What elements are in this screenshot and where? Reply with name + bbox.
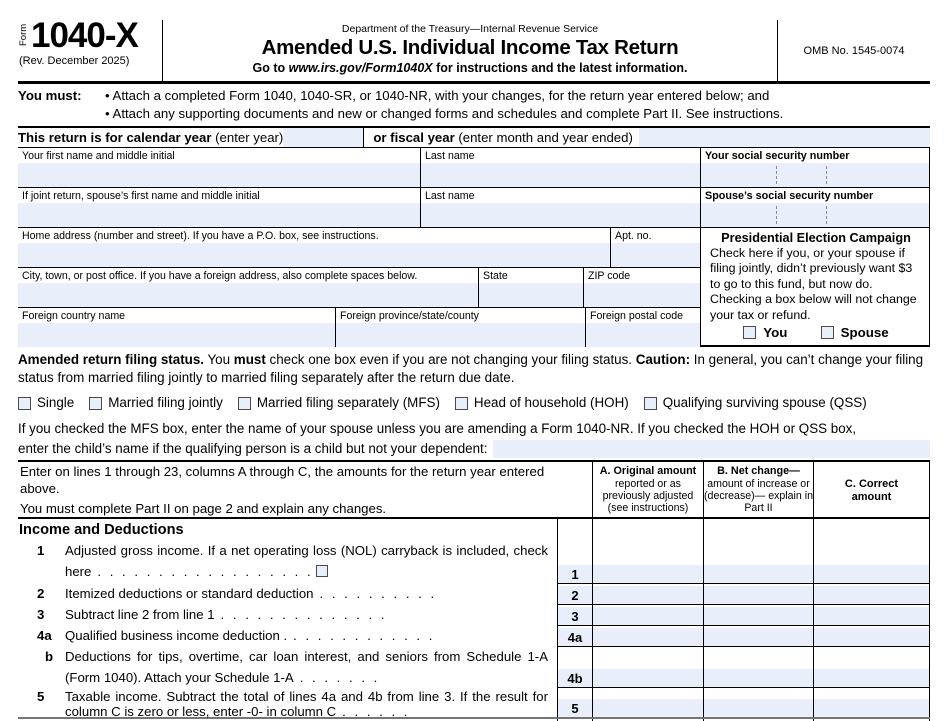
line5-col-a-input[interactable]	[592, 688, 703, 717]
line1-col-b-input[interactable]	[703, 541, 813, 583]
last-name-cell	[420, 148, 700, 187]
column-b-cell	[703, 519, 813, 541]
campaign-body: Check here if you, or your spouse if filing jointly, didn’t previously want $3 to go to this fund, but now do. Checking a box below will not change your tax or refund.	[710, 246, 917, 322]
spouse-name-row	[18, 188, 930, 228]
table-row	[18, 626, 930, 647]
column-b-header	[703, 462, 813, 517]
amount-field[interactable]	[814, 669, 929, 687]
amounts-table	[18, 460, 930, 721]
dot-leader: . . . . . .	[342, 704, 408, 720]
fiscal-year-label: or fiscal year	[373, 130, 455, 145]
checkbox-head-of-household[interactable]	[455, 397, 468, 410]
option-head-of-household	[455, 394, 629, 412]
line1-col-c-input[interactable]	[813, 541, 930, 583]
city-row	[18, 268, 700, 308]
spouse-last-name-label: Last name	[425, 190, 475, 202]
line3-body	[65, 605, 557, 626]
home-address-input[interactable]	[18, 243, 610, 267]
city-label: City, town, or post office. If you have a foreign address, also complete spaces below.	[22, 270, 418, 282]
line3-number: 3	[571, 609, 579, 625]
foreign-country-cell	[18, 308, 335, 347]
mfs-note-line2: enter the child’s name if the qualifying person is a child but not your dependent:	[18, 440, 488, 456]
form-title: Amended U.S. Individual Income Tax Return	[261, 36, 679, 59]
line4a-col-c-input[interactable]	[813, 626, 930, 646]
checkbox-married-separately[interactable]	[238, 397, 251, 410]
option-single	[18, 394, 74, 412]
amount-field[interactable]	[593, 628, 703, 646]
table-intro-2: You must complete Part II on page 2 and explain any changes.	[20, 500, 387, 516]
amount-field[interactable]	[814, 586, 929, 604]
ssn-label: Your social security number	[705, 150, 850, 162]
option-qualifying-spouse	[644, 394, 867, 412]
line4b-body	[65, 647, 557, 688]
spouse-last-name-cell	[420, 188, 700, 227]
ssn-divider	[826, 206, 827, 224]
foreign-province-label: Foreign province/state/county	[340, 310, 479, 322]
ssn-divider	[826, 166, 827, 184]
line1-number: 1	[571, 567, 579, 583]
calendar-year-label: This return is for calendar year	[18, 130, 212, 145]
column-b-title: B. Net change—	[717, 465, 800, 478]
ssn-divider	[776, 206, 777, 224]
first-name-label: Your first name and middle initial	[22, 150, 175, 162]
line4a-label: Qualified business income deduction .	[65, 628, 288, 644]
filing-status-section	[18, 347, 930, 412]
amount-field[interactable]	[814, 628, 929, 646]
ssn-divider	[776, 166, 777, 184]
mfs-note-line1: If you checked the MFS box, enter the name of your spouse unless you are amending a Form 1040-NR. If you checked the HOH or QSS box,	[18, 421, 857, 437]
first-name-cell	[18, 148, 420, 187]
checkbox-married-jointly[interactable]	[89, 397, 102, 410]
line2-label: Itemized deductions or standard deduction	[65, 586, 314, 602]
line5-cells	[557, 688, 930, 717]
column-c-header	[813, 462, 930, 517]
foreign-postal-input[interactable]	[586, 323, 700, 347]
line5-num: 5	[37, 689, 45, 705]
line5-number: 5	[571, 701, 579, 717]
goto-url: www.irs.gov/Form1040X	[288, 61, 433, 75]
amount-field[interactable]	[593, 699, 703, 717]
line-number-cell	[557, 605, 592, 625]
line5-col-c-input[interactable]	[813, 688, 930, 717]
line4b-col-a-input[interactable]	[592, 647, 703, 687]
fiscal-year-input[interactable]	[639, 128, 930, 147]
amount-field[interactable]	[704, 669, 813, 687]
apt-label: Apt. no.	[615, 230, 652, 242]
zip-cell	[583, 268, 700, 307]
you-must-bullet-1: • Attach a completed Form 1040, 1040-SR, or 1040-NR, with your changes, for the return year entered below; and	[105, 88, 770, 103]
spouse-first-name-input[interactable]	[18, 203, 420, 227]
column-a-header	[592, 462, 703, 517]
you-must-bullet-2: • Attach any supporting documents and new or changed forms and schedules and complete Part II. See instructions.	[105, 105, 784, 121]
line2-num: 2	[37, 586, 45, 602]
filing-status-seg3: In general, you can’t change your filing status from married filing jointly to married filing separately after the return due date.	[18, 352, 924, 385]
line3-text	[18, 605, 557, 626]
line4b-text	[18, 647, 557, 688]
dot-leader: . . . . . . . . . . . . . .	[220, 607, 385, 623]
table-row	[18, 647, 930, 688]
nol-carryback-checkbox[interactable]	[316, 565, 328, 577]
dot-leader: . . . . . . . . . .	[319, 586, 435, 602]
line-number-cell	[557, 647, 592, 687]
foreign-province-cell	[335, 308, 585, 347]
line5-label: Taxable income. Subtract the total of lines 4a and 4b from line 3. If the result for column C is zero or less, enter -0- in column C	[65, 689, 548, 720]
state-input[interactable]	[479, 283, 583, 307]
form-revision: (Rev. December 2025)	[19, 55, 130, 67]
campaign-you-checkbox[interactable]	[743, 326, 756, 339]
campaign-title: Presidential Election Campaign	[721, 231, 911, 245]
amount-field[interactable]	[593, 586, 703, 604]
column-a-subtitle: reported or as previously adjusted (see instructions)	[602, 477, 694, 515]
column-c-title: C. Correct amount	[844, 478, 899, 504]
line4a-cells	[557, 626, 930, 647]
line4b-label: Deductions for tips, overtime, car loan interest, and seniors from Schedule 1-A (Form 1040). Attach your Schedule 1-A	[65, 649, 548, 685]
line4a-num: 4a	[37, 628, 52, 644]
you-must-bullets	[105, 87, 783, 122]
state-cell	[478, 268, 583, 307]
label-qualifying-spouse: Qualifying surviving spouse (QSS)	[662, 395, 867, 411]
foreign-postal-label: Foreign postal code	[590, 310, 684, 322]
spouse-ssn-input[interactable]	[701, 203, 929, 227]
amount-field[interactable]	[704, 628, 813, 646]
fiscal-year-hint: (enter month and year ended)	[454, 130, 633, 145]
line-number-cell	[557, 541, 592, 583]
filing-status-paragraph	[18, 351, 930, 386]
zip-input[interactable]	[584, 283, 700, 307]
line3-col-a-input[interactable]	[592, 605, 703, 625]
campaign-checkboxes	[710, 325, 922, 340]
foreign-province-input[interactable]	[336, 323, 585, 347]
last-name-label: Last name	[425, 150, 475, 162]
calendar-year-hint: (enter year)	[211, 130, 284, 145]
line5-body	[65, 689, 557, 720]
line1-col-a-input[interactable]	[592, 541, 703, 583]
checkbox-single[interactable]	[18, 397, 31, 410]
foreign-row	[18, 308, 700, 347]
table-row	[18, 584, 930, 605]
spouse-first-name-label: If joint return, spouse’s first name and middle initial	[22, 190, 260, 202]
amount-field[interactable]	[593, 607, 703, 625]
home-address-cell	[18, 228, 610, 267]
label-head-of-household: Head of household (HOH)	[473, 395, 629, 411]
table-intro-cell	[18, 462, 592, 517]
label-married-separately: Married filing separately (MFS)	[256, 395, 440, 411]
column-c-cell	[813, 519, 930, 541]
amount-field[interactable]	[593, 565, 703, 583]
presidential-campaign-box	[700, 228, 930, 345]
line4a-col-a-input[interactable]	[592, 626, 703, 646]
omb-box	[777, 20, 930, 81]
foreign-country-label: Foreign country name	[22, 310, 126, 322]
apt-input[interactable]	[611, 243, 700, 267]
goto-line	[163, 61, 777, 75]
amount-field[interactable]	[814, 565, 929, 583]
line4a-body	[65, 626, 557, 647]
line2-col-b-input[interactable]	[703, 584, 813, 604]
form-number-block	[18, 16, 163, 81]
spouse-first-name-cell	[18, 188, 420, 227]
mfs-name-input[interactable]	[493, 440, 930, 458]
line2-cells	[557, 584, 930, 605]
foreign-postal-cell	[585, 308, 700, 347]
state-label: State	[483, 270, 508, 282]
line4b-col-b-input[interactable]	[703, 647, 813, 687]
dot-leader: . . . . . . . . . . . .	[293, 628, 433, 644]
home-address-label: Home address (number and street). If you have a P.O. box, see instructions.	[22, 230, 379, 242]
line1-label: Adjusted gross income. If a net operating loss (NOL) carryback is included, check here	[65, 543, 548, 579]
income-deductions-row	[18, 519, 930, 541]
option-married-jointly	[89, 394, 223, 412]
form-title-block	[163, 20, 777, 81]
calendar-year-input[interactable]	[283, 128, 364, 147]
filing-status-must: must	[233, 352, 266, 367]
option-married-separately	[238, 394, 440, 412]
line3-col-b-input[interactable]	[703, 605, 813, 625]
line3-num: 3	[37, 607, 45, 623]
filing-status-seg2: check one box even if you are not changing your filing status.	[265, 352, 636, 367]
ssn-cell	[700, 148, 930, 187]
zip-label: ZIP code	[588, 270, 631, 282]
line4a-number: 4a	[567, 630, 583, 646]
line3-col-c-input[interactable]	[813, 605, 930, 625]
line5-col-b-input[interactable]	[703, 688, 813, 717]
spouse-ssn-cell	[700, 188, 930, 227]
line1-text	[18, 541, 557, 584]
line5-text	[18, 688, 557, 720]
table-row	[18, 688, 930, 719]
goto-prefix: Go to	[252, 61, 289, 75]
amount-field[interactable]	[704, 586, 813, 604]
amount-field[interactable]	[704, 699, 813, 717]
return-year-row	[18, 128, 930, 148]
line-number-cell	[557, 626, 592, 646]
filing-status-intro: Amended return filing status.	[18, 352, 204, 367]
line4b-num: b	[45, 649, 54, 665]
filing-status-options	[18, 394, 930, 412]
line3-label: Subtract line 2 from line 1	[65, 607, 215, 623]
form-header	[18, 16, 930, 84]
filing-status-seg1: You	[204, 352, 234, 367]
label-married-jointly: Married filing jointly	[108, 395, 223, 411]
address-campaign-block	[18, 228, 930, 347]
campaign-you-label: You	[763, 325, 788, 341]
label-single: Single	[37, 395, 75, 411]
line4b-col-c-input[interactable]	[813, 647, 930, 687]
line2-col-c-input[interactable]	[813, 584, 930, 604]
last-name-input[interactable]	[421, 163, 700, 187]
amount-field[interactable]	[704, 565, 813, 583]
line4a-col-b-input[interactable]	[703, 626, 813, 646]
campaign-you-option	[743, 325, 787, 340]
line4b-cells	[557, 647, 930, 688]
amount-field[interactable]	[593, 669, 703, 687]
section-header: Income and Deductions	[19, 522, 184, 539]
table-intro-1: Enter on lines 1 through 23, columns A through C, the amounts for the return year entered above.	[20, 464, 545, 496]
spouse-ssn-label: Spouse’s social security number	[705, 190, 874, 202]
line1-body	[65, 541, 557, 584]
spouse-last-name-input[interactable]	[421, 203, 700, 227]
amount-field[interactable]	[814, 607, 929, 625]
line4b-number: 4b	[567, 671, 583, 687]
apt-cell	[610, 228, 700, 267]
dot-leader: . . . . . . . . . . . . . . . . . .	[97, 563, 311, 579]
dot-leader: . . . . . . .	[299, 669, 378, 685]
taxpayer-name-row	[18, 148, 930, 188]
filing-status-caution: Caution:	[635, 352, 691, 367]
line1-cells	[557, 541, 930, 584]
table-row	[18, 605, 930, 626]
goto-suffix: for instructions and the latest information.	[432, 61, 688, 75]
line2-col-a-input[interactable]	[592, 584, 703, 604]
you-must-label: You must:	[18, 88, 82, 103]
column-b-subtitle: amount of increase or (decrease)— explain in Part II	[704, 477, 813, 515]
amounts-table-header	[18, 462, 930, 519]
ssn-input[interactable]	[701, 163, 929, 187]
amount-field[interactable]	[814, 699, 929, 717]
table-row	[18, 541, 930, 584]
column-a-cell	[592, 519, 703, 541]
campaign-spouse-checkbox[interactable]	[821, 326, 834, 339]
line4a-text	[18, 626, 557, 647]
agency-line: Department of the Treasury—Internal Revenue Service	[341, 23, 599, 35]
form-number: 1040-X	[31, 16, 138, 55]
checkbox-qualifying-spouse[interactable]	[644, 397, 657, 410]
line-number-cell	[557, 688, 592, 717]
you-must-section	[18, 84, 930, 128]
line2-number: 2	[571, 588, 579, 604]
campaign-spouse-option	[821, 325, 889, 340]
form-word: Form	[18, 23, 29, 46]
amount-field[interactable]	[704, 607, 813, 625]
mfs-note-line2-row	[18, 439, 930, 459]
line1-num: 1	[37, 543, 45, 559]
line-number-cell	[557, 584, 592, 604]
campaign-spouse-label: Spouse	[840, 325, 889, 341]
home-address-row	[18, 228, 700, 268]
section-header-cells	[557, 519, 930, 541]
column-a-title: A. Original amount	[599, 465, 697, 478]
city-input[interactable]	[18, 283, 478, 307]
address-block	[18, 228, 700, 345]
mfs-note	[18, 419, 930, 458]
line3-cells	[557, 605, 930, 626]
first-name-input[interactable]	[18, 163, 420, 187]
city-cell	[18, 268, 478, 307]
line2-body	[65, 584, 557, 605]
line-number-cell	[557, 519, 592, 541]
line2-text	[18, 584, 557, 605]
foreign-country-input[interactable]	[18, 323, 335, 347]
omb-number: OMB No. 1545-0074	[803, 44, 905, 57]
